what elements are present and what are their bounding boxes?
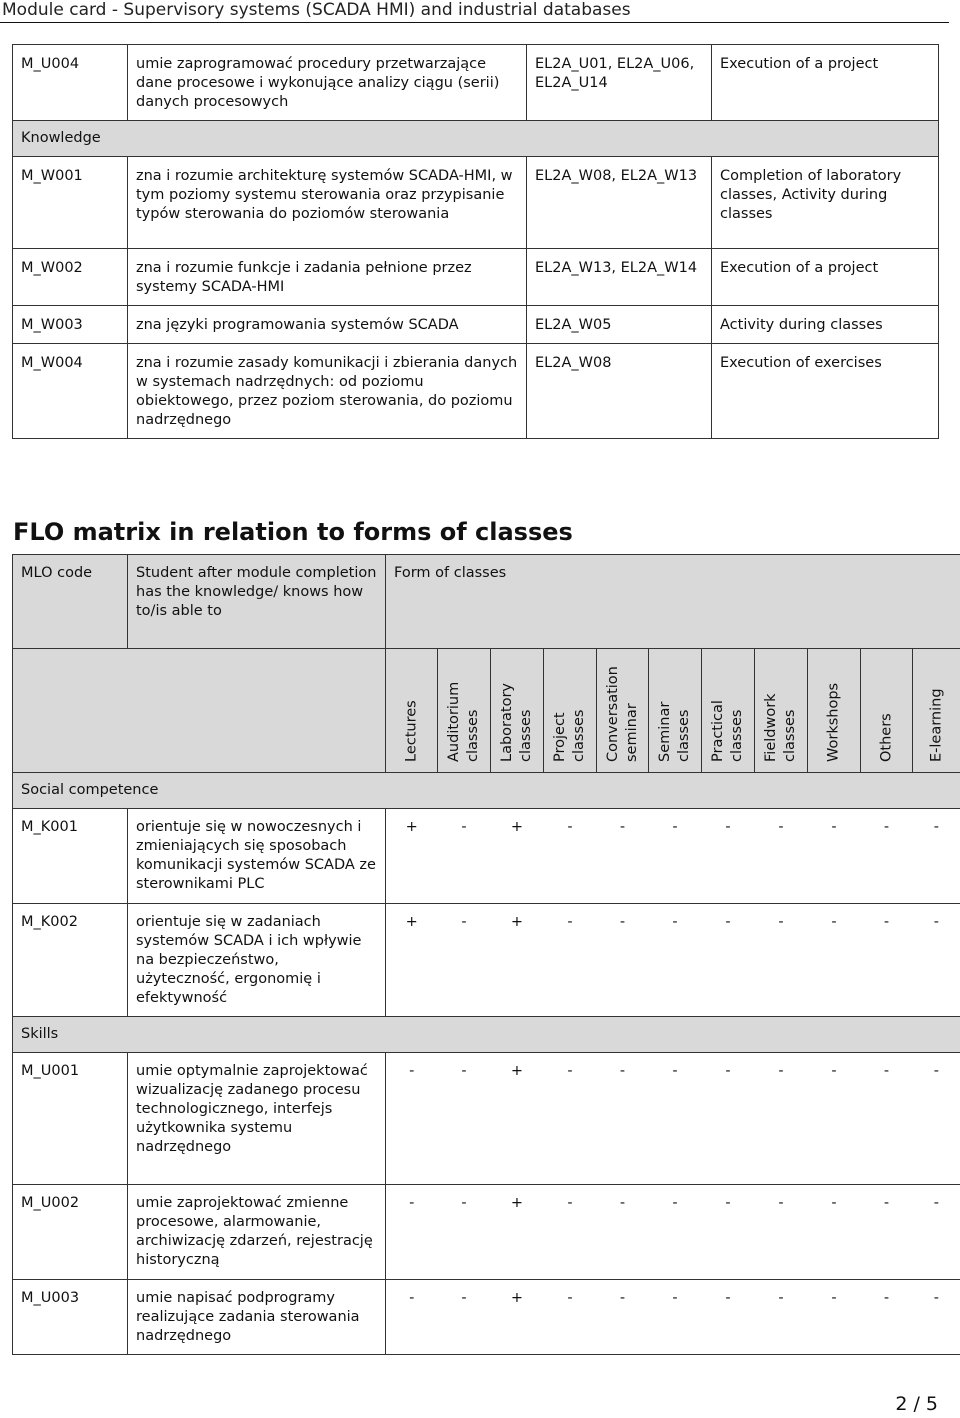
section-row [13,773,960,809]
form-seminar [649,649,702,773]
form-mark: - [808,1053,861,1185]
form-label: Fieldwork classes [763,693,798,762]
outcome-reference: EL2A_W05 [527,306,712,344]
table-row [13,306,939,344]
form-mark: - [808,1280,861,1355]
verification-method: Execution of a project [712,249,939,306]
header-description: Student after module completion has the knowledge/ knows how to/is able to [128,555,386,649]
outcome-reference: EL2A_W13, EL2A_W14 [527,249,712,306]
section-label: Social competence [13,773,960,809]
form-mark: - [913,1280,960,1355]
form-mark: - [702,904,755,1017]
form-mark: - [438,1185,491,1280]
outcome-code: M_W001 [13,157,128,249]
table-row [13,157,939,249]
form-e-learning [913,649,960,773]
form-mark: - [438,1280,491,1355]
outcome-description: orientuje się w zadaniach systemów SCADA i ich wpływie na bezpieczeństwo, użyteczność, ergonomię i efektywność [128,904,386,1017]
form-mark: - [702,1053,755,1185]
form-mark: - [386,1053,438,1185]
form-mark: - [597,1280,649,1355]
matrix-header-row [13,555,960,649]
form-mark: - [386,1280,438,1355]
form-mark: + [491,904,544,1017]
form-mark: - [861,1185,913,1280]
form-mark: - [649,1185,702,1280]
form-mark: - [861,809,913,904]
outcome-code: M_U004 [13,45,128,121]
form-mark: - [808,1185,861,1280]
outcome-code: M_K002 [13,904,128,1017]
section-label: Skills [13,1017,960,1053]
outcome-description: umie zaprojektować zmienne procesowe, alarmowanie, archiwizację zdarzeń, rejestrację historyczną [128,1185,386,1280]
form-practical [702,649,755,773]
form-label: Auditorium classes [446,681,481,762]
header-form-of-classes: Form of classes [386,555,960,649]
form-mark: - [861,904,913,1017]
form-label: Conversation seminar [604,666,640,762]
forms-header-blank [13,649,386,773]
outcome-description: orientuje się w nowoczesnych i zmieniających się sposobach komunikacji systemów SCADA ze sterownikami PLC [128,809,386,904]
form-label: Project classes [552,709,587,762]
form-others [861,649,913,773]
form-mark: - [755,1053,808,1185]
table-row [13,344,939,439]
form-mark: + [491,1280,544,1355]
table-row [13,1185,960,1280]
form-mark: - [702,809,755,904]
learning-outcomes-table [12,44,939,439]
outcome-code: M_U001 [13,1053,128,1185]
form-mark: - [913,1053,960,1185]
outcome-code: M_W004 [13,344,128,439]
form-mark: - [649,809,702,904]
outcome-code: M_W002 [13,249,128,306]
section-label: Knowledge [13,121,939,157]
form-label: Workshops [825,682,842,762]
form-label: Seminar classes [657,701,692,762]
page-number: 2 / 5 [895,1393,938,1415]
form-mark: - [649,1280,702,1355]
form-project [544,649,597,773]
outcome-description: zna i rozumie zasady komunikacji i zbierania danych w systemach nadrzędnych: od poziomu obiektowego, przez poziom sterowania, do poziomu nadrzędnego [128,344,527,439]
form-mark: - [649,1053,702,1185]
table-row [13,1053,960,1185]
form-mark: - [597,1053,649,1185]
form-mark: - [649,904,702,1017]
form-mark: - [702,1280,755,1355]
section-row-knowledge [13,121,939,157]
form-mark: - [861,1280,913,1355]
form-mark: + [386,904,438,1017]
form-mark: - [597,1185,649,1280]
form-mark: - [386,1185,438,1280]
form-mark: - [808,809,861,904]
outcome-description: zna i rozumie architekturę systemów SCADA-HMI, w tym poziomy systemu sterowania oraz przypisanie typów sterowania do poziomów sterowania [128,157,527,249]
form-workshops [808,649,861,773]
verification-method: Activity during classes [712,306,939,344]
outcome-reference: EL2A_U01, EL2A_U06, EL2A_U14 [527,45,712,121]
form-laboratory [491,649,544,773]
form-label: Lectures [403,700,419,762]
section-title: FLO matrix in relation to forms of classes [13,518,573,546]
form-mark: - [808,904,861,1017]
form-mark: - [544,1280,597,1355]
form-label: Practical classes [710,700,745,762]
form-mark: - [702,1185,755,1280]
flo-matrix-table [12,554,960,1355]
form-mark: - [755,1280,808,1355]
verification-method: Execution of a project [712,45,939,121]
form-mark: - [438,1053,491,1185]
page-header-title: Module card - Supervisory systems (SCADA HMI) and industrial databases [2,0,631,20]
section-row [13,1017,960,1053]
outcome-description: umie zaprogramować procedury przetwarzające dane procesowe i wykonujące analizy ciągu (serii) danych procesowych [128,45,527,121]
form-mark: - [438,904,491,1017]
form-mark: - [861,1053,913,1185]
form-auditorium [438,649,491,773]
form-fieldwork [755,649,808,773]
form-mark: - [755,1185,808,1280]
form-mark: + [386,809,438,904]
form-mark: + [491,1185,544,1280]
table-row [13,1280,960,1355]
form-mark: - [755,904,808,1017]
table-row [13,904,960,1017]
verification-method: Completion of laboratory classes, Activity during classes [712,157,939,249]
outcome-code: M_U002 [13,1185,128,1280]
form-mark: - [438,809,491,904]
outcome-description: umie optymalnie zaprojektować wizualizację zadanego procesu technologicznego, interfejs użytkownika systemu nadrzędnego [128,1053,386,1185]
table-row [13,45,939,121]
form-mark: - [755,809,808,904]
header-mlo-code: MLO code [13,555,128,649]
form-label: E-learning [928,688,945,762]
form-mark: + [491,1053,544,1185]
form-lectures [386,649,438,773]
form-mark: - [544,1053,597,1185]
form-mark: - [597,904,649,1017]
form-label: Laboratory classes [499,683,534,762]
outcome-description: umie napisać podprogramy realizujące zadania sterowania nadrzędnego [128,1280,386,1355]
forms-header-row [13,649,960,773]
header-rule [0,22,949,23]
outcome-reference: EL2A_W08, EL2A_W13 [527,157,712,249]
form-conversation-seminar [597,649,649,773]
form-mark: + [491,809,544,904]
outcome-code: M_U003 [13,1280,128,1355]
form-mark: - [544,1185,597,1280]
verification-method: Execution of exercises [712,344,939,439]
form-mark: - [544,809,597,904]
form-mark: - [913,1185,960,1280]
form-mark: - [597,809,649,904]
table-row [13,809,960,904]
outcome-description: zna języki programowania systemów SCADA [128,306,527,344]
table-row [13,249,939,306]
outcome-reference: EL2A_W08 [527,344,712,439]
form-mark: - [544,904,597,1017]
form-mark: - [913,809,960,904]
form-label: Others [878,713,894,762]
outcome-description: zna i rozumie funkcje i zadania pełnione przez systemy SCADA-HMI [128,249,527,306]
matrix-body [13,773,960,1355]
form-mark: - [913,904,960,1017]
outcome-code: M_W003 [13,306,128,344]
outcome-code: M_K001 [13,809,128,904]
